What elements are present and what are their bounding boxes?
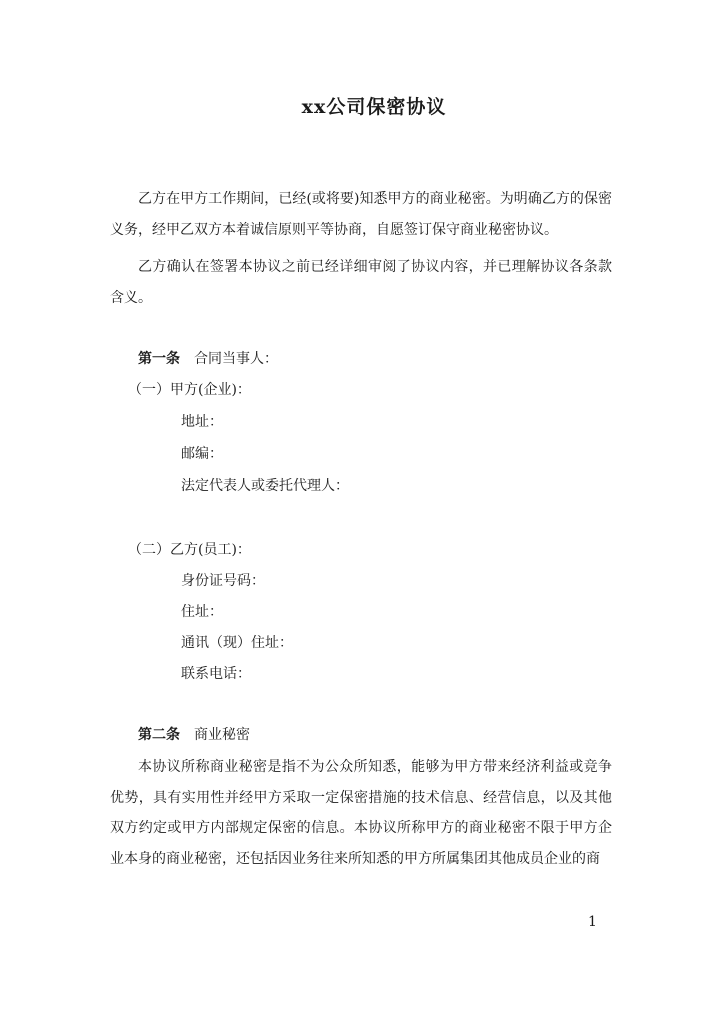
party-a-postcode-field: 邮编： <box>181 446 223 462</box>
party-b-current-address-field: 通讯（现）住址： <box>181 635 293 651</box>
intro-paragraph-2: 乙方确认在签署本协议之前已经详细审阅了协议内容，并已理解协议各条款含义。 <box>110 259 612 306</box>
article-1-title: 合同当事人： <box>194 351 278 367</box>
article-2-heading <box>138 725 250 745</box>
intro-paragraph-1: 乙方在甲方工作期间，已经(或将要)知悉甲方的商业秘密。为明确乙方的保密义务，经甲乙双方本着诚信原则平等协商，自愿签订保守商业秘密协议。 <box>110 191 612 238</box>
article-2-body: 本协议所称商业秘密是指不为公众所知悉，能够为甲方带来经济利益或竞争优势，具有实用性并经甲方采取一定保密措施的技术信息、经营信息，以及其他双方约定或甲方内部规定保密的信息。本协议所称甲方的商业秘密不限于甲方企业本身的商业秘密，还包括因业务往来所知悉的甲方所属集团其他成员企业的商 <box>110 759 612 867</box>
party-a-label: （一）甲方(企业)： <box>128 382 251 398</box>
party-b-id-number-field: 身份证号码： <box>181 573 265 589</box>
party-b-label: （二）乙方(员工)： <box>128 542 251 558</box>
article-2-title: 商业秘密 <box>194 727 250 743</box>
party-b-address-field: 住址： <box>181 604 223 620</box>
article-2-number: 第二条 <box>138 727 180 743</box>
party-a-address-field: 地址： <box>181 414 223 430</box>
article-1-number: 第一条 <box>138 351 180 367</box>
page-number: 1 <box>588 914 597 930</box>
article-1-heading <box>138 349 278 369</box>
document-title: xx公司保密协议 <box>301 96 447 118</box>
party-a-representative-field: 法定代表人或委托代理人： <box>181 478 349 494</box>
party-b-phone-field: 联系电话： <box>181 666 251 682</box>
